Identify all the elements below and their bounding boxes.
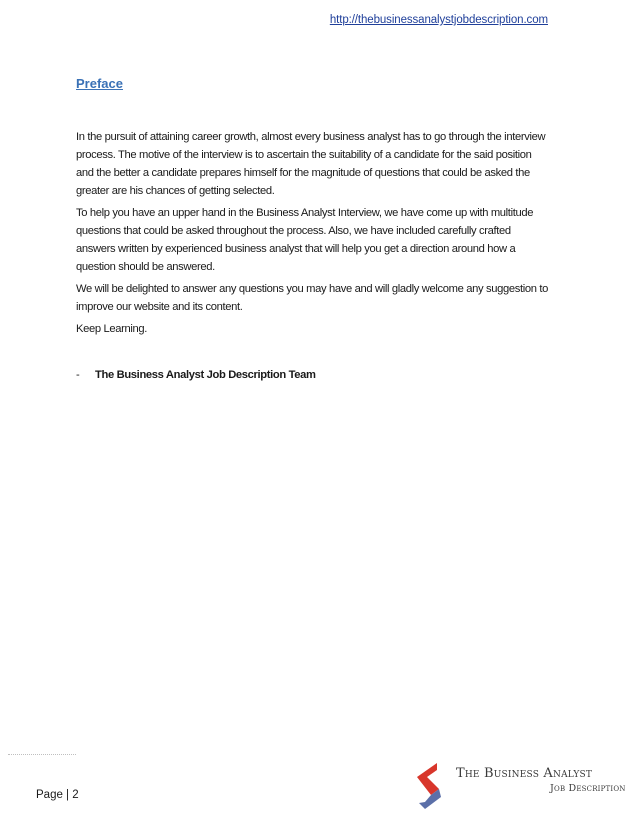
signature <box>76 369 316 381</box>
preface-body <box>76 128 550 342</box>
header-url-link[interactable]: http://thebusinessanalystjobdescription.com <box>329 14 548 26</box>
logo-s-mark-icon <box>411 757 455 815</box>
paragraph: Keep Learning. <box>76 323 147 335</box>
page-title: Preface <box>76 76 123 91</box>
logo <box>411 757 631 815</box>
page-number: Page | 2 <box>36 789 79 801</box>
paragraph: In the pursuit of attaining career growth, almost every business analyst has to go through the interview process. The motive of the interview is to ascertain the suitability of a candidate for the said position and the better a candidate prepares himself for the magnitude of questions that could be asked the greater are his chances of getting selected. <box>76 131 546 197</box>
logo-subtitle: Job Description <box>550 783 626 794</box>
logo-title: The Business Analyst <box>456 766 593 781</box>
paragraph: We will be delighted to answer any questions you may have and will gladly welcome any suggestion to improve our website and its content. <box>76 283 548 313</box>
signature-team: The Business Analyst Job Description Team <box>95 369 316 381</box>
signature-dash: - <box>76 369 80 381</box>
paragraph: To help you have an upper hand in the Business Analyst Interview, we have come up with multitude questions that could be asked throughout the process. Also, we have included carefully crafted answers written by experienced business analyst that will help you get a direction around how a question should be answered. <box>76 207 534 273</box>
footer-divider <box>8 754 76 755</box>
